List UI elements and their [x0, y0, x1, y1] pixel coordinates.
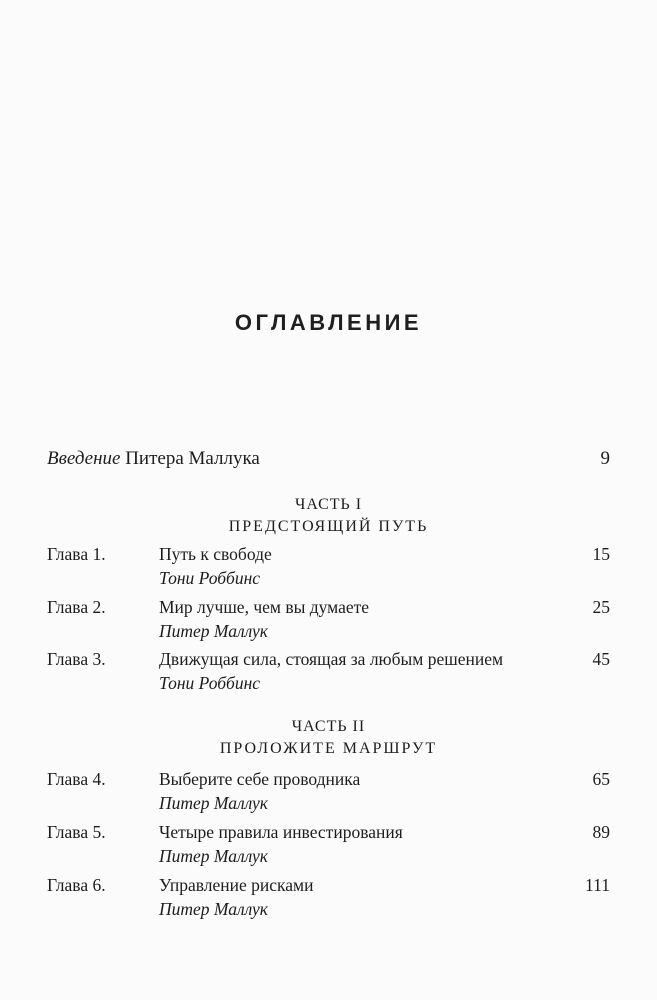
part-2-header: [0, 716, 657, 760]
chapter-number: Глава 6.: [47, 875, 106, 895]
toc-entry-intro: [47, 446, 610, 472]
chapter-title: Четыре правила инвестирования: [159, 822, 403, 842]
toc-entry: [47, 820, 610, 868]
chapter-page-number: 89: [592, 822, 610, 842]
intro-author: Питера Маллука: [120, 448, 260, 469]
chapter-title: Управление рисками: [159, 875, 314, 895]
chapter-number: Глава 2.: [47, 597, 106, 617]
chapter-title: Путь к свободе: [159, 544, 272, 564]
toc-entry: [47, 595, 610, 643]
toc-entry: [47, 767, 610, 815]
part-title: ПРОЛОЖИТЕ МАРШРУТ: [219, 740, 438, 757]
toc-entry: [47, 542, 610, 590]
chapter-page-number: 15: [592, 544, 610, 564]
part-label: ЧАСТЬ II: [291, 718, 366, 735]
intro-label: Введение: [47, 448, 121, 469]
chapter-page-number: 45: [592, 649, 610, 669]
part-1-header: [0, 494, 657, 538]
chapter-title: Выберите себе проводника: [159, 769, 361, 789]
toc-entry: [47, 647, 610, 695]
chapter-number: Глава 4.: [47, 769, 106, 789]
chapter-author: Питер Маллук: [159, 846, 268, 866]
chapter-page-number: 65: [592, 769, 610, 789]
part-title: ПРЕДСТОЯЩИЙ ПУТЬ: [228, 518, 429, 535]
chapter-author: Тони Роббинс: [159, 673, 261, 693]
chapter-page-number: 25: [592, 597, 610, 617]
toc-heading: ОГЛАВЛЕНИЕ: [234, 310, 423, 335]
chapter-title: Движущая сила, стоящая за любым решением: [159, 649, 504, 669]
chapter-author: Питер Маллук: [159, 793, 268, 813]
chapter-author: Питер Маллук: [159, 899, 268, 919]
toc-entry: [47, 873, 610, 921]
part-label: ЧАСТЬ I: [294, 496, 363, 513]
chapter-author: Тони Роббинс: [159, 568, 261, 588]
chapter-author: Питер Маллук: [159, 621, 268, 641]
chapter-number: Глава 5.: [47, 822, 106, 842]
chapter-number: Глава 1.: [47, 544, 106, 564]
chapter-page-number: 111: [585, 875, 610, 895]
chapter-title: Мир лучше, чем вы думаете: [159, 597, 370, 617]
chapter-number: Глава 3.: [47, 649, 106, 669]
intro-page-number: 9: [600, 448, 610, 469]
